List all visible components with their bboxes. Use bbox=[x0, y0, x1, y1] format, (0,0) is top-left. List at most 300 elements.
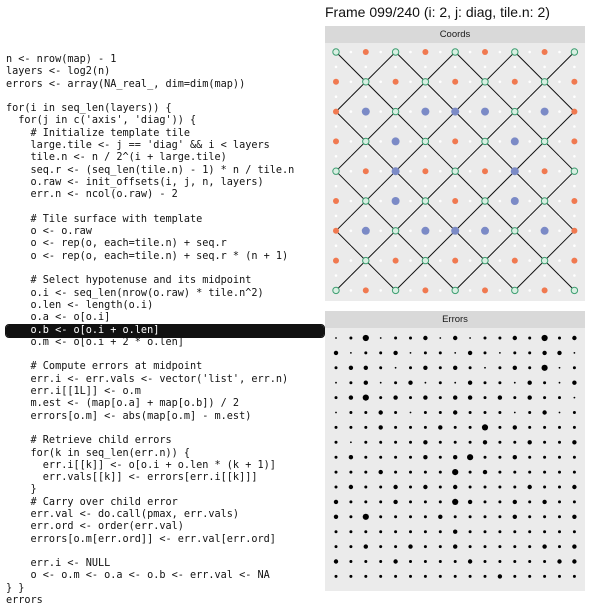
grid-dot bbox=[350, 140, 353, 143]
error-dot bbox=[559, 412, 561, 414]
error-dot bbox=[528, 575, 531, 578]
grid-dot bbox=[424, 185, 427, 188]
grid-dot bbox=[543, 155, 546, 158]
grid-dot bbox=[543, 244, 546, 247]
error-dot bbox=[513, 336, 517, 340]
grid-dot bbox=[528, 170, 531, 173]
error-dot bbox=[394, 456, 397, 459]
grid-dot bbox=[439, 110, 442, 113]
error-dot bbox=[409, 426, 412, 429]
coords-panel bbox=[325, 26, 585, 301]
grid-dot bbox=[543, 66, 546, 69]
error-dot bbox=[454, 426, 457, 429]
code-line: o.len <- length(o.i) bbox=[6, 299, 154, 311]
grid-dot bbox=[365, 215, 368, 218]
grid-dot bbox=[409, 200, 412, 203]
error-dot bbox=[409, 486, 412, 489]
error-dot bbox=[484, 575, 487, 578]
error-dot bbox=[393, 351, 397, 355]
error-dot bbox=[484, 486, 487, 489]
error-dot bbox=[335, 366, 338, 369]
grid-dot bbox=[528, 200, 531, 203]
code-line: } } bbox=[6, 582, 25, 594]
grid-dot bbox=[469, 140, 472, 143]
green-point bbox=[333, 49, 339, 55]
code-line bbox=[6, 263, 324, 275]
grid-dot bbox=[454, 215, 457, 218]
green-point bbox=[541, 198, 547, 204]
code-line: o <- rep(o, each=tile.n) + seq.r bbox=[6, 238, 227, 250]
error-dot bbox=[572, 485, 576, 489]
error-dot bbox=[335, 471, 338, 474]
error-dot bbox=[484, 351, 487, 354]
error-dot bbox=[543, 515, 546, 518]
code-line bbox=[6, 349, 324, 361]
grid-dot bbox=[365, 66, 368, 69]
error-dot bbox=[453, 455, 457, 459]
grid-dot bbox=[499, 200, 502, 203]
error-dot bbox=[528, 426, 531, 429]
error-dot bbox=[543, 486, 546, 489]
green-point bbox=[541, 138, 547, 144]
grid-dot bbox=[528, 259, 531, 262]
code-line: # Initialize template tile bbox=[6, 127, 191, 139]
error-dot bbox=[349, 395, 353, 399]
grid-dot bbox=[543, 125, 546, 128]
grid-dot bbox=[335, 185, 338, 188]
code-line: errors bbox=[6, 595, 43, 607]
code-line: o.i <- seq_len(nrow(o.raw) * tile.n^2) bbox=[6, 287, 264, 299]
error-dot bbox=[543, 560, 546, 563]
error-dot bbox=[513, 441, 516, 444]
grid-dot bbox=[439, 200, 442, 203]
blue-point bbox=[511, 137, 519, 145]
errors-panel bbox=[325, 311, 585, 591]
error-dot bbox=[395, 367, 397, 369]
code-line: err.ord <- order(err.val) bbox=[6, 521, 184, 533]
grid-dot bbox=[499, 259, 502, 262]
grid-dot bbox=[424, 274, 427, 277]
grid-dot bbox=[394, 66, 397, 69]
error-dot bbox=[394, 426, 397, 429]
error-dot bbox=[572, 440, 576, 444]
blue-point bbox=[392, 197, 400, 205]
error-dot bbox=[350, 441, 352, 443]
error-dot bbox=[380, 337, 382, 339]
error-dot bbox=[335, 575, 338, 578]
grid-dot bbox=[365, 185, 368, 188]
grid-dot bbox=[350, 200, 353, 203]
grid-dot bbox=[335, 274, 338, 277]
error-dot bbox=[454, 382, 456, 384]
error-dot bbox=[424, 560, 427, 563]
grid-dot bbox=[409, 259, 412, 262]
error-dot bbox=[543, 471, 546, 474]
grid-dot bbox=[379, 110, 382, 113]
error-dot bbox=[454, 560, 457, 563]
error-dot bbox=[410, 352, 412, 354]
error-dot bbox=[409, 575, 412, 578]
code-line: o.raw <- init_offsets(i, j, n, layers) bbox=[6, 176, 264, 188]
grid-dot bbox=[514, 215, 517, 218]
green-point bbox=[392, 287, 398, 293]
grid-dot bbox=[558, 230, 561, 233]
error-dot bbox=[410, 412, 412, 414]
code-line-highlighted: o.b <- o[o.i + o.len] bbox=[6, 325, 324, 337]
error-dot bbox=[557, 351, 561, 355]
code-line: err.i[[1L]] <- o.m bbox=[6, 386, 141, 398]
grid-dot bbox=[469, 81, 472, 84]
error-dot bbox=[528, 545, 531, 548]
error-dot bbox=[423, 485, 427, 489]
code-line: large.tile <- j == 'diag' && i < layers bbox=[6, 140, 270, 152]
grid-dot bbox=[335, 244, 338, 247]
orange-point bbox=[571, 228, 577, 234]
error-dot bbox=[558, 396, 561, 399]
error-dot bbox=[439, 351, 442, 354]
grid-dot bbox=[528, 110, 531, 113]
error-dot bbox=[573, 530, 576, 533]
orange-point bbox=[542, 287, 548, 293]
error-dot bbox=[454, 441, 457, 444]
error-dot bbox=[425, 382, 427, 384]
error-dot bbox=[484, 500, 487, 503]
orange-point bbox=[333, 258, 339, 264]
error-dot bbox=[528, 456, 531, 459]
error-dot bbox=[349, 471, 352, 474]
blue-point bbox=[511, 197, 519, 205]
orange-point bbox=[452, 79, 458, 85]
error-dot bbox=[363, 514, 369, 520]
error-dot bbox=[528, 366, 531, 369]
code-line: o <- o.m <- o.a <- o.b <- err.val <- NA bbox=[6, 570, 270, 582]
grid-dot bbox=[350, 170, 353, 173]
error-dot bbox=[363, 335, 369, 341]
code-line: err.val <- do.call(pmax, err.vals) bbox=[6, 508, 240, 520]
error-dot bbox=[394, 381, 397, 384]
grid-dot bbox=[379, 289, 382, 292]
grid-dot bbox=[514, 95, 517, 98]
error-dot bbox=[543, 575, 546, 578]
grid-dot bbox=[514, 66, 517, 69]
grid-dot bbox=[499, 289, 502, 292]
error-dot bbox=[349, 530, 352, 533]
error-dot bbox=[558, 575, 561, 578]
grid-dot bbox=[350, 51, 353, 54]
orange-point bbox=[333, 109, 339, 115]
error-dot bbox=[513, 500, 517, 504]
code-line: err.i <- NULL bbox=[6, 558, 111, 570]
grid-dot bbox=[528, 230, 531, 233]
error-dot bbox=[513, 351, 516, 354]
error-dot bbox=[393, 559, 397, 563]
error-dot bbox=[469, 441, 472, 444]
code-line: # Tile surface with template bbox=[6, 213, 203, 225]
orange-point bbox=[333, 228, 339, 234]
error-dot bbox=[543, 530, 546, 533]
error-dot bbox=[469, 486, 472, 489]
blue-point bbox=[541, 108, 549, 116]
green-point bbox=[512, 228, 518, 234]
error-dot bbox=[557, 559, 561, 563]
green-point bbox=[363, 257, 369, 263]
error-dot bbox=[439, 486, 442, 489]
grid-dot bbox=[350, 289, 353, 292]
error-dot bbox=[543, 456, 546, 459]
error-dot bbox=[364, 530, 367, 533]
grid-dot bbox=[558, 259, 561, 262]
code-listing bbox=[6, 54, 324, 607]
green-point bbox=[571, 287, 577, 293]
error-dot bbox=[439, 530, 442, 533]
grid-dot bbox=[379, 200, 382, 203]
green-point bbox=[512, 108, 518, 114]
error-dot bbox=[335, 441, 338, 444]
error-dot bbox=[469, 515, 472, 518]
error-dot bbox=[558, 486, 561, 489]
error-dot bbox=[528, 560, 531, 563]
error-dot bbox=[349, 575, 352, 578]
error-dot bbox=[484, 396, 487, 399]
grid-dot bbox=[558, 200, 561, 203]
error-dot bbox=[484, 545, 487, 548]
grid-dot bbox=[409, 51, 412, 54]
grid-dot bbox=[394, 125, 397, 128]
error-dot bbox=[379, 500, 382, 503]
grid-dot bbox=[528, 289, 531, 292]
error-dot bbox=[349, 560, 352, 563]
grid-dot bbox=[454, 155, 457, 158]
error-dot bbox=[513, 530, 516, 533]
error-dot bbox=[394, 441, 397, 444]
error-dot bbox=[558, 471, 561, 474]
grid-dot bbox=[573, 66, 576, 69]
error-dot bbox=[394, 575, 397, 578]
error-dot bbox=[364, 426, 367, 429]
error-dot bbox=[558, 530, 561, 533]
error-dot bbox=[335, 382, 337, 384]
error-dot bbox=[484, 456, 487, 459]
error-dot bbox=[558, 337, 561, 340]
grid-dot bbox=[499, 140, 502, 143]
error-dot bbox=[559, 367, 561, 369]
grid-dot bbox=[439, 230, 442, 233]
error-dot bbox=[454, 515, 457, 518]
error-dot bbox=[574, 397, 576, 399]
error-dot bbox=[543, 396, 546, 399]
error-dot bbox=[349, 515, 352, 518]
error-dot bbox=[572, 515, 576, 519]
code-line bbox=[6, 423, 324, 435]
error-dot bbox=[424, 515, 427, 518]
grid-dot bbox=[484, 215, 487, 218]
error-dot bbox=[424, 426, 427, 429]
error-dot bbox=[335, 545, 338, 548]
error-dot bbox=[498, 530, 501, 533]
blue-point bbox=[362, 108, 370, 116]
grid-dot bbox=[469, 110, 472, 113]
error-dot bbox=[482, 424, 488, 430]
orange-point bbox=[393, 79, 399, 85]
errors-plot bbox=[325, 328, 585, 591]
error-dot bbox=[469, 411, 472, 414]
error-dot bbox=[528, 485, 532, 489]
error-dot bbox=[513, 471, 516, 474]
green-point bbox=[333, 287, 339, 293]
error-dot bbox=[469, 575, 472, 578]
orange-point bbox=[363, 49, 369, 55]
error-dot bbox=[574, 352, 576, 354]
error-dot bbox=[513, 575, 516, 578]
error-dot bbox=[349, 381, 352, 384]
error-dot bbox=[423, 366, 427, 370]
code-line: tile.n <- n / 2^(i + large.tile) bbox=[6, 152, 227, 164]
grid-dot bbox=[469, 259, 472, 262]
error-dot bbox=[453, 366, 457, 370]
orange-point bbox=[571, 198, 577, 204]
grid-dot bbox=[484, 125, 487, 128]
error-dot bbox=[484, 337, 487, 340]
error-dot bbox=[469, 426, 472, 429]
error-dot bbox=[572, 381, 576, 385]
green-point bbox=[363, 79, 369, 85]
error-dot bbox=[394, 411, 397, 414]
error-dot bbox=[573, 456, 576, 459]
green-point bbox=[482, 138, 488, 144]
error-dot bbox=[542, 365, 548, 371]
error-dot bbox=[364, 500, 367, 503]
grid-dot bbox=[409, 170, 412, 173]
error-dot bbox=[379, 515, 382, 518]
grid-dot bbox=[350, 81, 353, 84]
error-dot bbox=[558, 441, 561, 444]
error-dot bbox=[498, 395, 502, 399]
error-dot bbox=[483, 470, 487, 474]
error-dot bbox=[364, 560, 367, 563]
green-point bbox=[452, 49, 458, 55]
grid-dot bbox=[528, 140, 531, 143]
error-dot bbox=[364, 471, 367, 474]
error-dot bbox=[542, 335, 548, 341]
error-dot bbox=[423, 455, 427, 459]
error-dot bbox=[439, 337, 441, 339]
grid-dot bbox=[409, 110, 412, 113]
error-dot bbox=[543, 381, 546, 384]
grid-dot bbox=[484, 66, 487, 69]
code-line: for(i in seq_len(layers)) { bbox=[6, 103, 172, 115]
green-point bbox=[422, 138, 428, 144]
grid-dot bbox=[543, 274, 546, 277]
error-dot bbox=[364, 544, 368, 548]
error-dot bbox=[335, 426, 338, 429]
grid-dot bbox=[454, 125, 457, 128]
error-dot bbox=[423, 395, 427, 399]
error-dot bbox=[439, 366, 442, 369]
error-dot bbox=[573, 575, 576, 578]
error-dot bbox=[408, 544, 412, 548]
error-dot bbox=[439, 396, 442, 399]
blue-point bbox=[511, 167, 519, 175]
code-line bbox=[6, 546, 324, 558]
error-dot bbox=[453, 544, 457, 548]
green-point bbox=[422, 79, 428, 85]
error-dot bbox=[379, 351, 382, 354]
error-dot bbox=[573, 426, 576, 429]
error-dot bbox=[334, 500, 338, 504]
error-dot bbox=[453, 395, 457, 399]
error-dot bbox=[498, 515, 501, 518]
orange-point bbox=[512, 258, 518, 264]
code-line: for(k in seq_len(err.n)) { bbox=[6, 447, 191, 459]
errors-panel-title: Errors bbox=[325, 311, 585, 328]
grid-dot bbox=[573, 125, 576, 128]
grid-dot bbox=[454, 95, 457, 98]
grid-dot bbox=[573, 244, 576, 247]
orange-point bbox=[542, 49, 548, 55]
green-point bbox=[422, 257, 428, 263]
error-dot bbox=[454, 575, 457, 578]
blue-point bbox=[362, 227, 370, 235]
error-dot bbox=[469, 337, 471, 339]
error-dot bbox=[379, 545, 382, 548]
orange-point bbox=[452, 138, 458, 144]
orange-point bbox=[422, 49, 428, 55]
code-line: layers <- log2(n) bbox=[6, 66, 111, 78]
orange-point bbox=[333, 79, 339, 85]
green-point bbox=[482, 257, 488, 263]
grid-dot bbox=[454, 185, 457, 188]
error-dot bbox=[484, 367, 486, 369]
error-dot bbox=[394, 515, 397, 518]
code-line: seq.r <- (seq_len(tile.n) - 1) * n / tile.n bbox=[6, 164, 295, 176]
grid-dot bbox=[484, 155, 487, 158]
error-dot bbox=[467, 454, 473, 460]
grid-dot bbox=[528, 51, 531, 54]
error-dot bbox=[363, 395, 369, 401]
code-line: errors[o.m] <- abs(map[o.m] - m.est) bbox=[6, 410, 252, 422]
grid-dot bbox=[558, 81, 561, 84]
error-dot bbox=[528, 381, 532, 385]
grid-dot bbox=[394, 185, 397, 188]
code-line: errors <- array(NA_real_, dim=dim(map)) bbox=[6, 78, 246, 90]
error-dot bbox=[498, 337, 501, 340]
error-dot bbox=[439, 560, 442, 563]
grid-dot bbox=[394, 155, 397, 158]
error-dot bbox=[498, 560, 501, 563]
code-line: o <- o.raw bbox=[6, 226, 92, 238]
error-dot bbox=[424, 500, 427, 503]
error-dot bbox=[469, 530, 472, 533]
grid-dot bbox=[543, 215, 546, 218]
error-dot bbox=[453, 485, 457, 489]
error-dot bbox=[364, 411, 367, 414]
grid-dot bbox=[379, 170, 382, 173]
blue-point bbox=[451, 227, 459, 235]
orange-point bbox=[482, 49, 488, 55]
error-dot bbox=[393, 395, 397, 399]
error-dot bbox=[364, 456, 367, 459]
error-dot bbox=[452, 469, 458, 475]
grid-dot bbox=[573, 155, 576, 158]
error-dot bbox=[334, 351, 338, 355]
error-dot bbox=[424, 530, 427, 533]
error-dot bbox=[559, 382, 561, 384]
grid-dot bbox=[573, 215, 576, 218]
grid-dot bbox=[350, 259, 353, 262]
error-dot bbox=[424, 575, 427, 578]
grid-dot bbox=[454, 274, 457, 277]
grid-dot bbox=[454, 66, 457, 69]
